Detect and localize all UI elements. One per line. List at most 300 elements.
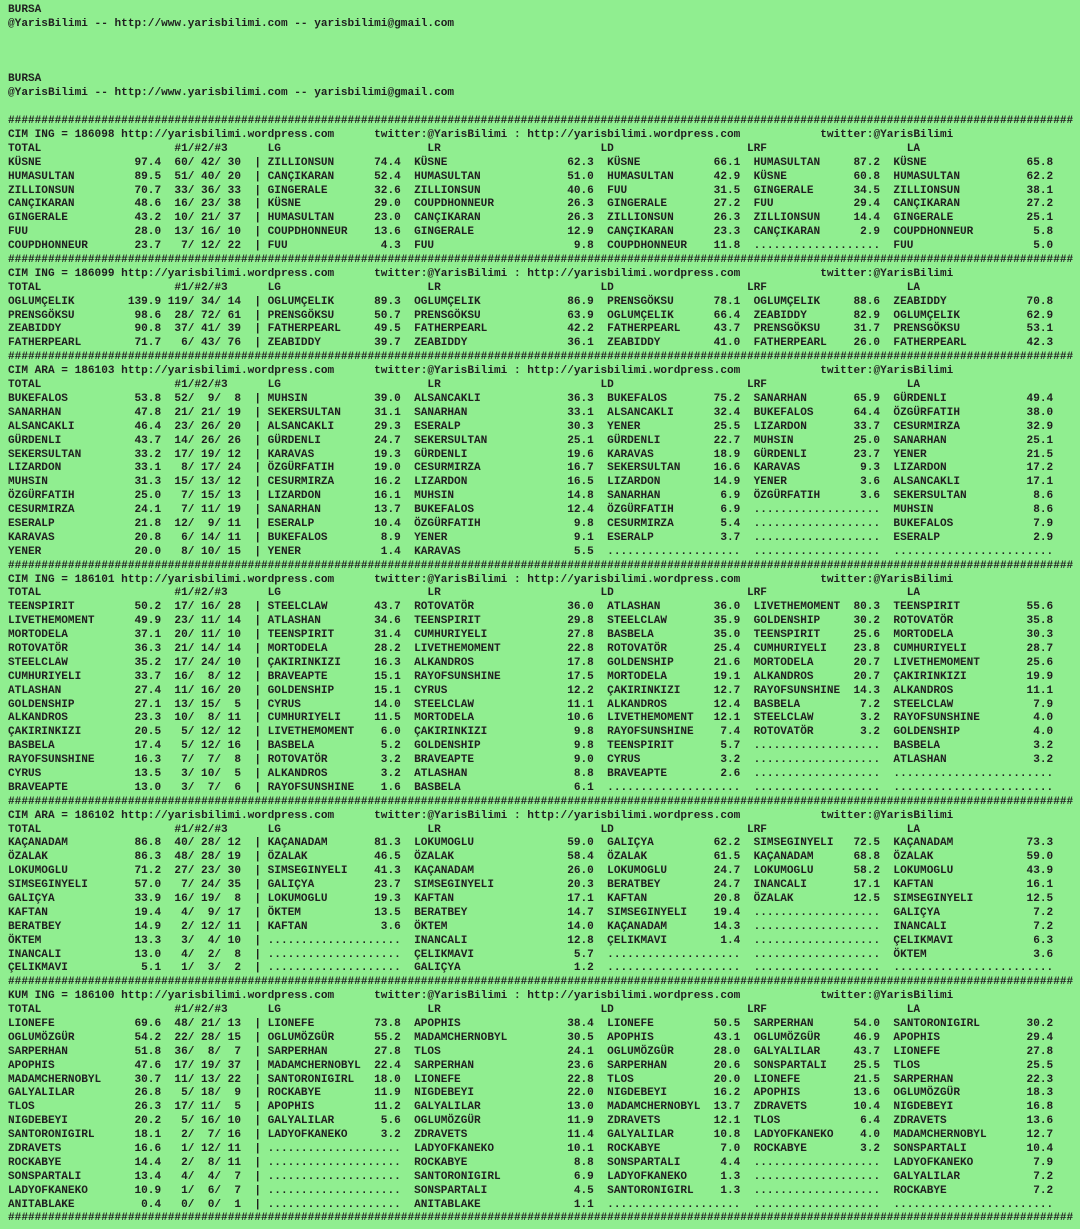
stat-value: 58.2 — [853, 865, 881, 878]
column-separator: | — [254, 545, 261, 558]
stat-value: 35.8 — [1026, 615, 1054, 628]
horse-name: BERATBEY — [414, 906, 468, 919]
rank-counts: 6/ 14/ 11 — [167, 531, 241, 544]
table-row — [8, 699, 1080, 713]
table-row — [8, 212, 1080, 226]
stat-value: 12.5 — [1026, 893, 1054, 905]
total-value: 13.5 — [134, 767, 162, 780]
empty-dots: ................... — [753, 517, 881, 530]
horse-name: ESERALP — [267, 517, 315, 530]
rank-counts: 52/ 9/ 8 — [167, 392, 241, 405]
table-row — [8, 310, 1080, 324]
horse-name: BUKEFALOS — [893, 517, 954, 530]
stat-value: 35.0 — [713, 629, 741, 642]
horse-name: HUMASULTAN — [267, 212, 335, 225]
blank-line — [8, 101, 1080, 115]
horse-name: MADAMCHERNOBYL — [607, 1101, 701, 1114]
total-value: 69.6 — [134, 1018, 162, 1031]
horse-name: ESERALP — [893, 531, 941, 544]
stat-value: 5.7 — [720, 740, 741, 753]
column-header: TOTAL — [8, 587, 42, 600]
horse-name: SARPERHAN — [267, 1045, 328, 1058]
horse-name: FATHERPEARL — [607, 323, 681, 336]
stat-value: 64.4 — [853, 406, 881, 419]
horse-name: ÇELIKMAVI — [414, 948, 475, 961]
stat-value: 19.9 — [1026, 670, 1054, 683]
stat-value: 55.2 — [374, 1031, 401, 1044]
stat-value: 28.7 — [1026, 642, 1054, 655]
stat-value: 20.8 — [713, 893, 741, 905]
stat-value: 24.7 — [374, 434, 401, 447]
horse-name: CYRUS — [607, 754, 641, 767]
stat-value: 62.3 — [567, 156, 594, 169]
horse-name: MADAMCHERNOBYL — [414, 1031, 508, 1044]
stat-value: 62.9 — [1026, 309, 1054, 322]
empty-dots: .................... — [267, 1184, 401, 1197]
horse-name: ZILLIONSUN — [607, 212, 674, 225]
column-separator: | — [254, 893, 261, 905]
stat-value: 43.7 — [853, 1045, 881, 1058]
stat-value: 3.2 — [1033, 754, 1054, 767]
horse-name: ÇELIKMAVI — [8, 962, 68, 975]
contact-line: @YarisBilimi -- http://www.yarisbilimi.com -- yarisbilimi@gmail.com — [8, 17, 455, 30]
total-value: 30.7 — [134, 1073, 162, 1086]
horse-name: LIONEFE — [753, 1073, 801, 1086]
horse-name: MORTODELA — [414, 712, 475, 725]
horse-name: GINGERALE — [607, 198, 668, 211]
column-separator: | — [254, 906, 261, 919]
column-header: TOTAL — [8, 379, 42, 392]
stat-value: 14.3 — [713, 920, 741, 933]
horse-name: GALYALILAR — [267, 1115, 335, 1128]
column-separator: | — [254, 531, 261, 544]
horse-name: GALYALILAR — [414, 1101, 481, 1114]
horse-name: ZEABIDDY — [414, 337, 468, 350]
table-row — [8, 629, 1080, 643]
stat-value: 5.2 — [380, 740, 401, 753]
stat-value: 81.3 — [374, 837, 401, 850]
rank-counts: 23/ 26/ 20 — [167, 420, 241, 433]
horse-name: LIONEFE — [267, 1018, 315, 1031]
horse-name: ÖZGÜRFATIH — [753, 490, 821, 503]
column-separator: | — [254, 781, 261, 794]
column-separator: | — [254, 740, 261, 753]
total-value: 54.2 — [134, 1031, 162, 1044]
empty-dots: ................... — [753, 781, 881, 794]
column-header-line — [8, 587, 1080, 601]
column-header: #1/#2/#3 — [174, 281, 228, 294]
stat-value: 7.2 — [1033, 906, 1054, 919]
stat-value: 18.9 — [713, 448, 741, 461]
column-separator: | — [254, 726, 261, 739]
horse-name: YENER — [753, 476, 787, 489]
total-value: 26.3 — [134, 1101, 162, 1114]
stat-value: 17.5 — [567, 670, 594, 683]
column-separator: | — [254, 684, 261, 697]
rank-counts: 17/ 11/ 5 — [167, 1101, 241, 1114]
stat-value: 32.6 — [374, 184, 401, 197]
race-sections — [8, 115, 1080, 1226]
race-section-186102 — [8, 810, 1080, 991]
horse-name: BUKEFALOS — [607, 392, 668, 405]
horse-name: KAÇANADAM — [267, 837, 328, 850]
column-header: #1/#2/#3 — [174, 379, 228, 392]
horse-name: OGLUMÇELIK — [607, 309, 674, 322]
horse-name: GOLDENSHIP — [753, 615, 821, 628]
horse-name: OGLUMÖZGÜR — [607, 1045, 674, 1058]
stat-value: 15.1 — [374, 684, 401, 697]
column-separator: | — [254, 1156, 261, 1169]
stat-value: 26.3 — [567, 212, 594, 225]
stat-value: 18.3 — [1026, 1087, 1054, 1100]
column-header: LD — [600, 1004, 614, 1017]
horse-name: SIMSEGINYELI — [267, 865, 348, 878]
stat-value: 23.3 — [713, 226, 741, 239]
stat-value: 61.5 — [713, 851, 741, 864]
stat-value: 3.2 — [720, 754, 741, 767]
rank-counts: 3/ 7/ 6 — [167, 781, 241, 794]
table-row — [8, 865, 1080, 879]
stat-value: 17.1 — [1026, 476, 1054, 489]
section-title-line — [8, 574, 1080, 588]
section-title: CIM ING = 186101 http://yarisbilimi.wordpress.com — [8, 573, 335, 586]
stat-value: 1.3 — [720, 1170, 741, 1183]
column-separator: | — [254, 865, 261, 878]
horse-name: HUMASULTAN — [8, 170, 75, 183]
horse-name: MORTODELA — [607, 670, 668, 683]
rank-counts: 2/ 12/ 11 — [167, 920, 241, 933]
stat-value: 12.1 — [713, 712, 741, 725]
stat-value: 25.6 — [1026, 656, 1054, 669]
column-header: LD — [600, 379, 614, 392]
table-row — [8, 1171, 1080, 1185]
horse-name: RAYOFSUNSHINE — [8, 754, 95, 767]
column-separator: | — [254, 212, 261, 225]
column-header: LG — [267, 379, 281, 392]
horse-name: SANARHAN — [893, 434, 947, 447]
stat-value: 8.6 — [1033, 504, 1054, 517]
column-header: LA — [906, 379, 921, 392]
stat-value: 8.8 — [573, 1156, 594, 1169]
rank-counts: 17/ 24/ 10 — [167, 656, 241, 669]
table-row — [8, 949, 1080, 963]
horse-name: ROTOVATÖR — [414, 601, 475, 614]
rank-counts: 2/ 7/ 16 — [167, 1129, 241, 1142]
horse-name: YENER — [414, 531, 448, 544]
stat-value: 14.4 — [853, 212, 881, 225]
rank-counts: 13/ 15/ 5 — [167, 698, 241, 711]
table-row — [8, 476, 1080, 490]
stat-value: 13.0 — [567, 1101, 594, 1114]
terminal-line — [8, 4, 1080, 18]
stat-value: 4.0 — [1033, 726, 1054, 739]
column-header: LG — [267, 1004, 281, 1017]
stat-value: 35.9 — [713, 615, 741, 628]
horse-name: ALSANCAKLI — [414, 392, 481, 405]
horse-name: ÇAKIRINKIZI — [414, 726, 488, 739]
column-separator: | — [254, 184, 261, 197]
horse-name: YENER — [893, 448, 927, 461]
stat-value: 87.2 — [853, 156, 881, 169]
stat-value: 7.4 — [720, 726, 741, 739]
horse-name: SEKERSULTAN — [893, 490, 967, 503]
horse-name: LADYOFKANEKO — [893, 1156, 974, 1169]
horse-name: ZILLIONSUN — [893, 184, 960, 197]
horse-name: HUMASULTAN — [893, 170, 960, 183]
stat-value: 10.4 — [853, 1101, 881, 1114]
stat-value: 34.6 — [374, 615, 401, 628]
stat-value: 70.8 — [1026, 295, 1054, 308]
stat-value: 10.4 — [374, 517, 401, 530]
horse-name: LIVETHEMOMENT — [414, 642, 501, 655]
empty-dots: ........................ — [893, 545, 1054, 558]
stat-value: 3.7 — [720, 531, 741, 544]
total-value: 10.9 — [134, 1184, 162, 1197]
horse-name: MUHSIN — [414, 490, 455, 503]
empty-dots: ................... — [753, 240, 881, 253]
empty-dots: ........................ — [893, 767, 1054, 780]
stat-value: 31.7 — [853, 323, 881, 336]
stat-value: 2.9 — [1033, 531, 1054, 544]
total-value: 86.3 — [134, 851, 162, 864]
horse-name: TEENSPIRIT — [267, 629, 335, 642]
empty-dots: .................... — [607, 948, 741, 961]
total-value: 0.4 — [141, 1198, 162, 1211]
stat-value: 20.6 — [713, 1059, 741, 1072]
stat-value: 13.7 — [713, 1101, 741, 1114]
stat-value: 60.8 — [853, 170, 881, 183]
total-value: 26.8 — [134, 1087, 162, 1100]
rank-counts: 10/ 21/ 37 — [167, 212, 241, 225]
stat-value: 5.8 — [1033, 226, 1054, 239]
column-separator: | — [254, 1115, 261, 1128]
horse-name: ÇELIKMAVI — [893, 934, 954, 947]
column-header: LR — [427, 823, 441, 836]
stat-value: 62.2 — [1026, 170, 1054, 183]
stat-value: 27.8 — [567, 629, 594, 642]
column-separator: | — [254, 295, 261, 308]
horse-name: ÖKTEM — [8, 934, 42, 947]
horse-name: NIGDEBEYI — [8, 1115, 68, 1128]
stat-value: 6.0 — [380, 726, 401, 739]
horse-name: COUPDHONNEUR — [267, 226, 348, 239]
horse-name: NIGDEBEYI — [893, 1101, 954, 1114]
stat-value: 19.4 — [713, 906, 741, 919]
stat-value: 43.7 — [713, 323, 741, 336]
horse-name: GALYALILAR — [753, 1045, 821, 1058]
column-separator: | — [254, 920, 261, 933]
separator-line — [8, 560, 1080, 574]
horse-name: BASBELA — [607, 629, 654, 642]
stat-value: 14.7 — [567, 906, 594, 919]
separator-line — [8, 796, 1080, 810]
horse-name: ROCKABYE — [753, 1143, 807, 1156]
stat-value: 39.0 — [374, 392, 401, 405]
stat-value: 9.0 — [573, 754, 594, 767]
column-header: #1/#2/#3 — [174, 142, 228, 155]
horse-name: COUPDHONNEUR — [8, 240, 88, 253]
stat-value: 50.7 — [374, 309, 401, 322]
stat-value: 29.0 — [374, 198, 401, 211]
horse-name: FATHERPEARL — [8, 337, 82, 350]
stat-value: 12.5 — [853, 893, 881, 905]
stat-value: 25.5 — [853, 1059, 881, 1072]
horse-name: KÜSNE — [753, 170, 787, 183]
total-value: 57.0 — [134, 879, 162, 892]
rank-counts: 7/ 7/ 8 — [167, 754, 241, 767]
table-row — [8, 837, 1080, 851]
horse-name: FUU — [8, 226, 28, 239]
rank-counts: 16/ 8/ 12 — [167, 670, 241, 683]
stat-value: 14.8 — [567, 490, 594, 503]
table-row — [8, 1087, 1080, 1101]
total-value: 25.0 — [134, 490, 162, 503]
stat-value: 31.4 — [374, 629, 401, 642]
table-row — [8, 421, 1080, 435]
horse-name: INANCALI — [414, 934, 468, 947]
horse-name: ZILLIONSUN — [8, 184, 75, 197]
horse-name: ESERALP — [607, 531, 654, 544]
total-value: 35.2 — [134, 656, 162, 669]
horse-name: GINGERALE — [414, 226, 475, 239]
rank-counts: 15/ 13/ 12 — [167, 476, 241, 489]
horse-name: GOLDENSHIP — [267, 684, 335, 697]
stat-value: 23.6 — [567, 1059, 594, 1072]
column-header: LD — [600, 823, 614, 836]
horse-name: OGLUMÇELIK — [8, 295, 75, 308]
rank-counts: 37/ 41/ 39 — [167, 323, 241, 336]
horse-name: FUU — [267, 240, 288, 253]
column-separator: | — [254, 504, 261, 517]
total-value: 33.9 — [134, 893, 162, 905]
total-value: 90.8 — [134, 323, 162, 336]
horse-name: BASBELA — [753, 698, 801, 711]
horse-name: MORTODELA — [753, 656, 814, 669]
column-separator: | — [254, 934, 261, 947]
stat-value: 38.0 — [1026, 406, 1054, 419]
column-header: LG — [267, 823, 281, 836]
rank-counts: 12/ 9/ 11 — [167, 517, 241, 530]
column-header: LR — [427, 142, 441, 155]
horse-name: PRENSGÖKSU — [607, 295, 674, 308]
empty-dots: .................... — [607, 962, 741, 975]
horse-name: ÖZGÜRFATIH — [267, 462, 335, 475]
horse-name: GINGERALE — [267, 184, 328, 197]
horse-name: ROCKABYE — [893, 1184, 947, 1197]
column-header: LA — [906, 142, 921, 155]
horse-name: KARAVAS — [607, 448, 654, 461]
column-header: LA — [906, 823, 921, 836]
stat-value: 28.2 — [374, 642, 401, 655]
stat-value: 59.0 — [1026, 851, 1054, 864]
column-separator: | — [254, 642, 261, 655]
stat-value: 25.1 — [567, 434, 594, 447]
empty-dots: .................... — [267, 1198, 401, 1211]
table-row — [8, 1115, 1080, 1129]
table-row — [8, 782, 1080, 796]
stat-value: 42.9 — [713, 170, 741, 183]
stat-value: 25.5 — [1026, 1059, 1054, 1072]
column-header: LA — [906, 281, 921, 294]
total-value: 47.8 — [134, 406, 162, 419]
horse-name: LOKUMOGLU — [893, 865, 954, 878]
stat-value: 3.6 — [380, 920, 401, 933]
empty-dots: ................... — [753, 531, 881, 544]
rank-counts: 119/ 34/ 14 — [167, 295, 241, 308]
column-header: LR — [427, 587, 441, 600]
column-header: TOTAL — [8, 281, 42, 294]
column-header: LRF — [746, 587, 767, 600]
stat-value: 4.0 — [860, 1129, 881, 1142]
horse-name: LIZARDON — [753, 420, 807, 433]
horse-name: GOLDENSHIP — [893, 726, 960, 739]
total-value: 89.5 — [134, 170, 162, 183]
horse-name: ALKANDROS — [414, 656, 475, 669]
table-row — [8, 685, 1080, 699]
table-row — [8, 768, 1080, 782]
rank-counts: 5/ 16/ 10 — [167, 1115, 241, 1128]
horse-name: BRAVEAPTE — [607, 767, 668, 780]
stat-value: 11.4 — [567, 1129, 594, 1142]
horse-name: ZILLIONSUN — [753, 212, 821, 225]
horse-name: ÖKTEM — [414, 920, 448, 933]
horse-name: LADYOFKANEKO — [267, 1129, 348, 1142]
horse-name: ROTOVATÖR — [267, 754, 328, 767]
horse-name: MORTODELA — [8, 629, 68, 642]
stat-value: 5.0 — [1033, 240, 1054, 253]
rank-counts: 60/ 42/ 30 — [167, 156, 241, 169]
horse-name: GINGERALE — [753, 184, 814, 197]
stat-value: 32.9 — [1026, 420, 1054, 433]
total-value: 20.5 — [134, 726, 162, 739]
section-title: CIM ING = 186098 http://yarisbilimi.wordpress.com — [8, 129, 335, 142]
horse-name: FATHERPEARL — [267, 323, 341, 336]
horse-name: OGLUMÖZGÜR — [8, 1031, 75, 1044]
rank-counts: 48/ 28/ 19 — [167, 851, 241, 864]
horse-name: BRAVEAPTE — [8, 781, 68, 794]
table-row — [8, 712, 1080, 726]
horse-name: GOLDENSHIP — [607, 656, 674, 669]
horse-name: TLOS — [414, 1045, 441, 1058]
rank-counts: 1/ 12/ 11 — [167, 1143, 241, 1156]
horse-name: BASBELA — [8, 740, 55, 753]
stat-value: 62.2 — [713, 837, 741, 850]
rank-counts: 0/ 0/ 1 — [167, 1198, 241, 1211]
horse-name: ALSANCAKLI — [607, 406, 674, 419]
horse-name: PRENSGÖKSU — [753, 323, 821, 336]
race-section-186100 — [8, 990, 1080, 1226]
table-row — [8, 532, 1080, 546]
table-row — [8, 449, 1080, 463]
horse-name: ÖZALAK — [607, 851, 648, 864]
stat-value: 19.3 — [374, 448, 401, 461]
table-row — [8, 601, 1080, 615]
stat-value: 27.2 — [713, 198, 741, 211]
stat-value: 26.3 — [713, 212, 741, 225]
rank-counts: 17/ 19/ 12 — [167, 448, 241, 461]
stat-value: 68.8 — [853, 851, 881, 864]
stat-value: 3.2 — [380, 754, 401, 767]
stat-value: 17.1 — [567, 893, 594, 905]
stat-value: 16.5 — [567, 476, 594, 489]
horse-name: SANTORONIGIRL — [893, 1018, 980, 1031]
total-value: 98.6 — [134, 309, 162, 322]
horse-name: ÇAKIRINKIZI — [607, 684, 681, 697]
stat-value: 75.2 — [713, 392, 741, 405]
empty-dots: ................... — [753, 906, 881, 919]
horse-name: ALSANCAKLI — [8, 420, 75, 433]
stat-value: 16.1 — [1026, 879, 1054, 892]
